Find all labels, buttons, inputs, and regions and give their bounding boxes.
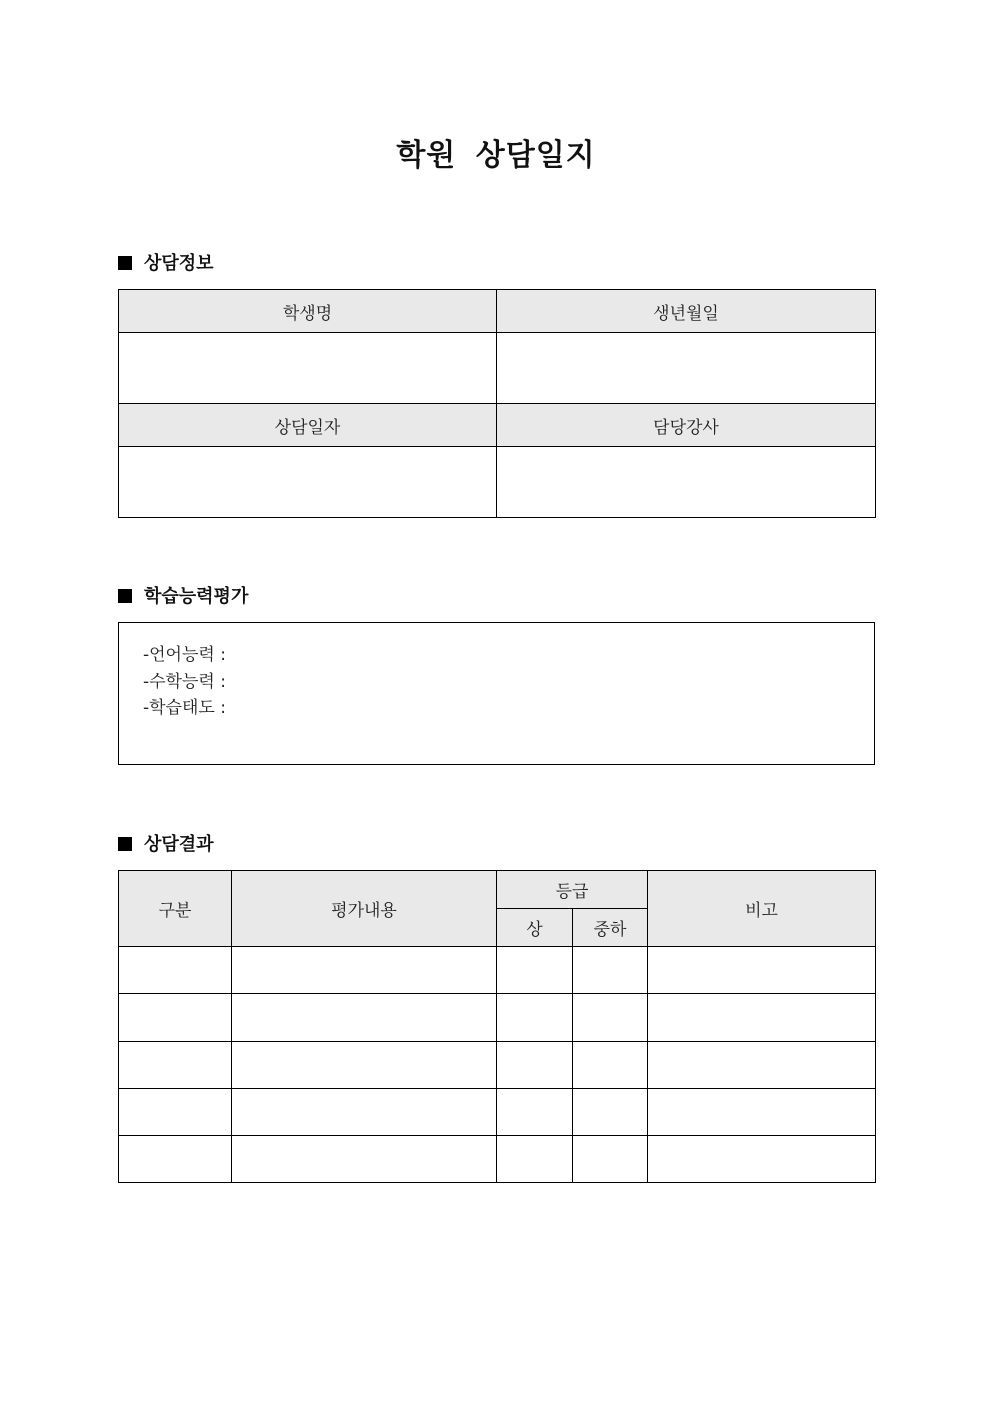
consult-info-heading — [118, 251, 214, 277]
content-cell[interactable] — [232, 947, 497, 994]
category-cell[interactable] — [119, 1088, 232, 1135]
content-cell[interactable] — [232, 994, 497, 1041]
grade-mid-low-cell[interactable] — [573, 1088, 648, 1135]
table-row — [119, 1135, 876, 1182]
table-row — [119, 947, 876, 994]
math-ability-line: -수학능력 : — [143, 671, 226, 692]
table-row — [119, 1041, 876, 1088]
grade-mid-low-cell[interactable] — [573, 994, 648, 1041]
note-cell[interactable] — [648, 1088, 876, 1135]
grade-high-header: 상 — [497, 909, 573, 947]
square-bullet-icon — [118, 589, 132, 603]
square-bullet-icon — [118, 837, 132, 851]
consult-info-table — [118, 289, 876, 518]
grade-mid-low-cell[interactable] — [573, 1041, 648, 1088]
ability-lines — [143, 642, 226, 722]
content-header: 평가내용 — [232, 871, 497, 947]
note-cell[interactable] — [648, 1041, 876, 1088]
result-heading-label: 상담결과 — [144, 834, 214, 855]
student-name-label: 학생명 — [119, 290, 497, 333]
category-cell[interactable] — [119, 1041, 232, 1088]
grade-mid-low-header: 중하 — [573, 909, 648, 947]
grade-high-cell[interactable] — [497, 1135, 573, 1182]
consult-result-table — [118, 870, 876, 1183]
language-ability-line: -언어능력 : — [143, 645, 226, 665]
table-row — [119, 1088, 876, 1135]
category-cell[interactable] — [119, 1135, 232, 1182]
consult-date-label: 상담일자 — [119, 404, 497, 447]
note-cell[interactable] — [648, 994, 876, 1041]
instructor-field[interactable] — [497, 447, 876, 518]
ability-evaluation-box[interactable] — [118, 622, 875, 765]
consult-date-field[interactable] — [119, 447, 497, 518]
result-heading — [118, 832, 214, 858]
ability-heading-label: 학습능력평가 — [144, 586, 249, 607]
category-cell[interactable] — [119, 994, 232, 1041]
table-row — [119, 994, 876, 1041]
grade-high-cell[interactable] — [497, 1041, 573, 1088]
document-title: 학원 상담일지 — [396, 138, 596, 173]
instructor-label: 담당강사 — [497, 404, 876, 447]
note-cell[interactable] — [648, 1135, 876, 1182]
square-bullet-icon — [118, 256, 132, 270]
note-header: 비고 — [648, 871, 876, 947]
birthdate-label: 생년월일 — [497, 290, 876, 333]
grade-high-cell[interactable] — [497, 947, 573, 994]
category-cell[interactable] — [119, 947, 232, 994]
ability-heading — [118, 584, 248, 610]
content-cell[interactable] — [232, 1135, 497, 1182]
birthdate-field[interactable] — [497, 333, 876, 404]
content-cell[interactable] — [232, 1088, 497, 1135]
grade-mid-low-cell[interactable] — [573, 947, 648, 994]
consult-info-heading-label: 상담정보 — [144, 253, 214, 274]
grade-mid-low-cell[interactable] — [573, 1135, 648, 1182]
grade-high-cell[interactable] — [497, 994, 573, 1041]
grade-high-cell[interactable] — [497, 1088, 573, 1135]
learning-attitude-line: -학습태도 : — [143, 698, 226, 718]
content-cell[interactable] — [232, 1041, 497, 1088]
student-name-field[interactable] — [119, 333, 497, 404]
grade-header: 등급 — [497, 871, 648, 909]
note-cell[interactable] — [648, 947, 876, 994]
category-header: 구분 — [119, 871, 232, 947]
